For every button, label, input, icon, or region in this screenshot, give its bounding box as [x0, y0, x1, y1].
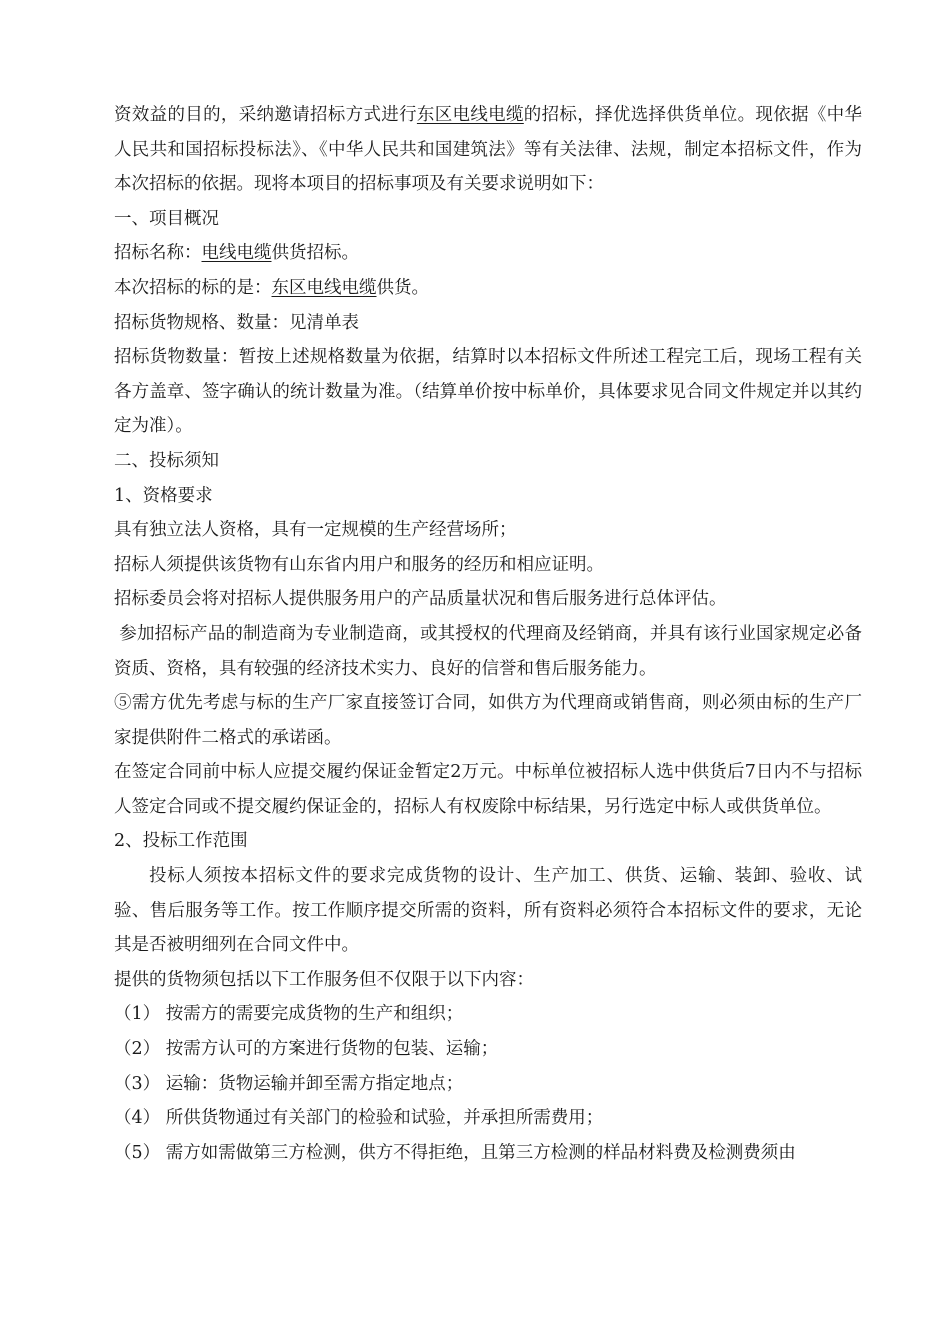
- intro-paragraph: 资效益的目的，采纳邀请招标方式进行东区电线电缆的招标，择优选择供货单位。现依据《中华人民共和国招标投标法》、《中华人民共和国建筑法》等有关法律、法规，制定本招标文件，作为本次招标的依据。现将本项目的招标事项及有关要求说明如下：: [114, 105, 863, 195]
- list-item: （1） 按需方的需要完成货物的生产和组织；: [114, 1004, 464, 1025]
- section-heading-2: 二、投标须知: [114, 450, 219, 471]
- requirement-item: 招标委员会将对招标人提供服务用户的产品质量状况和售后服务进行总体评估。: [114, 589, 727, 610]
- scope-paragraph: 投标人须按本招标文件的要求完成货物的设计、生产加工、供货、运输、装卸、验收、试验、售后服务等工作。按工作顺序提交所需的资料，所有资料必须符合本招标文件的要求，无论其是否被明细列在合同文件中。: [114, 866, 862, 956]
- underlined-term: 东区电线电缆: [271, 277, 377, 298]
- goods-quantity: 招标货物数量：暂按上述规格数量为依据，结算时以本招标文件所述工程完工后，现场工程有关各方盖章、签字确认的统计数量为准。（结算单价按中标单价，具体要求见合同文件规定并以其约定为准）。: [114, 347, 862, 437]
- requirement-item: 招标人须提供该货物有山东省内用户和服务的经历和相应证明。: [114, 554, 604, 575]
- requirement-item: 具有独立法人资格，具有一定规模的生产经营场所；: [114, 520, 517, 541]
- list-item: （5） 需方如需做第三方检测，供方不得拒绝，且第三方检测的样品材料费及检测费须由: [114, 1142, 796, 1163]
- subheading-scope: 2、投标工作范围: [114, 831, 248, 852]
- subheading-qualification: 1、资格要求: [114, 485, 213, 506]
- tender-subject: 本次招标的标的是：东区电线电缆供货。: [114, 277, 429, 298]
- list-item: （2） 按需方认可的方案进行货物的包装、运输；: [114, 1039, 499, 1060]
- underlined-term: 电线电缆: [201, 243, 272, 264]
- goods-spec: 招标货物规格、数量：见清单表: [114, 312, 359, 333]
- scope-intro: 提供的货物须包括以下工作服务但不仅限于以下内容：: [114, 969, 534, 990]
- document-body: [114, 98, 862, 1170]
- underlined-term: 东区电线电缆: [416, 105, 524, 125]
- requirement-item: ⑤需方优先考虑与标的生产厂家直接签订合同，如供方为代理商或销售商，则必须由标的生产厂家提供附件二格式的承诺函。: [114, 693, 862, 748]
- tender-name: 招标名称：电线电缆供货招标。: [114, 243, 359, 264]
- requirement-item: 参加招标产品的制造商为专业制造商，或其授权的代理商及经销商，并具有该行业国家规定必备资质、资格，具有较强的经济技术实力、良好的信誉和售后服务能力。: [114, 623, 862, 679]
- requirement-item: 在签定合同前中标人应提交履约保证金暂定2万元。中标单位被招标人选中供货后7日内不与招标人签定合同或不提交履约保证金的，招标人有权废除中标结果，另行选定中标人或供货单位。: [114, 762, 862, 817]
- list-item: （4） 所供货物通过有关部门的检验和试验，并承担所需费用；: [114, 1108, 604, 1129]
- list-item: （3） 运输：货物运输并卸至需方指定地点；: [114, 1073, 464, 1094]
- section-heading-1: 一、项目概况: [114, 208, 219, 229]
